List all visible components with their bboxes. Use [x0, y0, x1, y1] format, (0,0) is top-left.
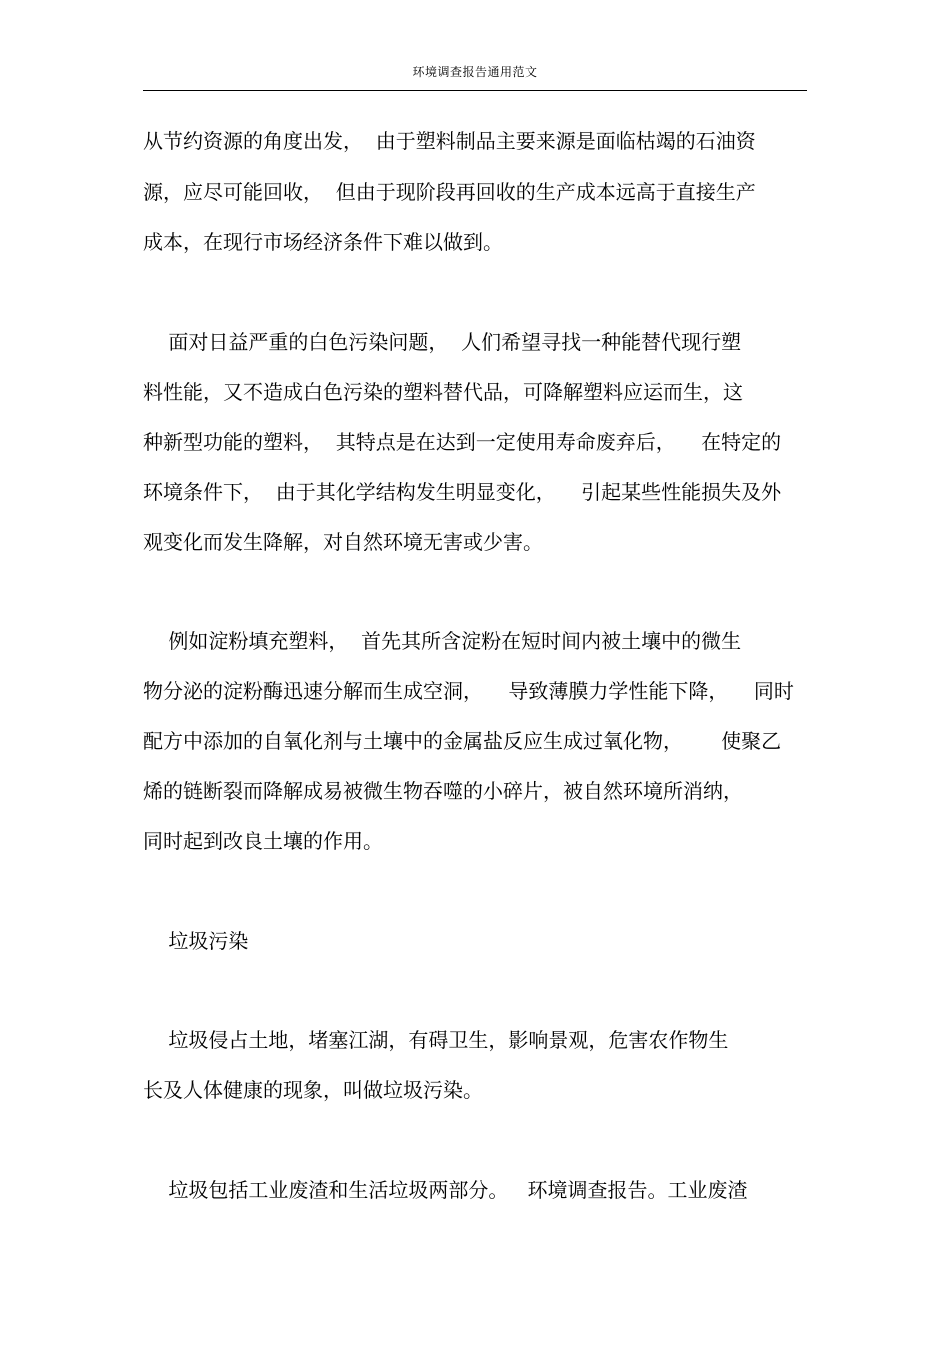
header-divider — [143, 90, 807, 91]
section-heading: 垃圾污染 — [143, 929, 249, 953]
text-line: 种新型功能的塑料， 其特点是在达到一定使用寿命废弃后， 在特定的 — [143, 430, 782, 454]
text-line: 料性能，又不造成白色污染的塑料替代品，可降解塑料应运而生，这 — [143, 380, 743, 404]
text-line: 成本，在现行市场经济条件下难以做到。 — [143, 230, 503, 254]
text-line: 长及人体健康的现象，叫做垃圾污染。 — [143, 1078, 483, 1102]
text-line: 面对日益严重的白色污染问题， 人们希望寻找一种能替代现行塑 — [143, 330, 742, 354]
text-line: 源，应尽可能回收， 但由于现阶段再回收的生产成本远高于直接生产 — [143, 180, 756, 204]
page-header-title: 环境调查报告通用范文 — [412, 65, 538, 79]
text-line: 垃圾侵占土地，堵塞江湖，有碍卫生，影响景观，危害农作物生 — [143, 1028, 729, 1052]
text-line: 观变化而发生降解，对自然环境无害或少害。 — [143, 530, 543, 554]
text-line: 垃圾包括工业废渣和生活垃圾两部分。 环境调查报告。工业废渣 — [143, 1178, 748, 1202]
text-line: 物分泌的淀粉酶迅速分解而生成空洞， 导致薄膜力学性能下降， 同时 — [143, 679, 794, 703]
text-line: 例如淀粉填充塑料， 首先其所含淀粉在短时间内被土壤中的微生 — [143, 629, 742, 653]
text-line: 同时起到改良土壤的作用。 — [143, 829, 383, 853]
text-line: 烯的链断裂而降解成易被微生物吞噬的小碎片，被自然环境所消纳， — [143, 779, 743, 803]
text-line: 从节约资源的角度出发， 由于塑料制品主要来源是面临枯竭的石油资 — [143, 129, 756, 153]
text-line: 配方中添加的自氧化剂与土壤中的金属盐反应生成过氧化物， 使聚乙 — [143, 729, 782, 753]
text-line: 环境条件下， 由于其化学结构发生明显变化， 引起某些性能损失及外 — [143, 480, 782, 504]
